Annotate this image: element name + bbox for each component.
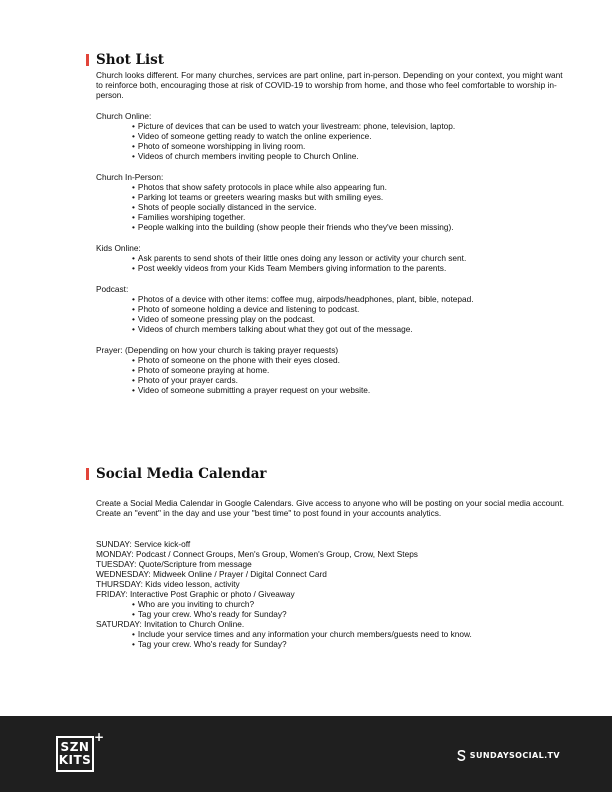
brand-link[interactable]: [457, 750, 560, 761]
list-item: • Tag your crew. Who's ready for Sunday?: [132, 639, 576, 649]
list-item: • Ask parents to send shots of their little ones doing any lesson or activity your church sent.: [132, 253, 576, 263]
list-item: • Tag your crew. Who's ready for Sunday?: [132, 609, 576, 619]
calendar-day-thursday: THURSDAY: Kids video lesson, activity: [96, 579, 240, 589]
group-heading: Church Online:: [96, 111, 152, 121]
list-item: • Picture of devices that can be used to watch your livestream: phone, television, laptop.: [132, 121, 576, 131]
group-prayer: [96, 345, 576, 395]
shot-list-heading: [86, 52, 164, 68]
brand-text: SUNDAYSOCIAL.TV: [469, 751, 560, 760]
calendar-title: Social Media Calendar: [96, 466, 267, 482]
list-item: • Photos of a device with other items: coffee mug, airpods/headphones, plant, bible, notepad.: [132, 294, 576, 304]
shot-list-title: Shot List: [96, 52, 164, 68]
heading-accent-bar: [86, 54, 89, 66]
group-church-online: [96, 111, 576, 161]
list-item: • Who are you inviting to church?: [132, 599, 576, 609]
list-item: • Videos of church members inviting people to Church Online.: [132, 151, 576, 161]
calendar-heading: [86, 466, 267, 482]
shot-list-intro: Church looks different. For many churches, services are part online, part in-person. Depending on your context, you might want to reinforce both, encouraging those at risk of COVID-19 to worship from home, and those who feel comfortable to worship in-person.: [96, 70, 563, 100]
group-heading: Kids Online:: [96, 243, 141, 253]
group-podcast: [96, 284, 576, 334]
list-item: • Photo of someone holding a device and listening to podcast.: [132, 304, 576, 314]
list-item: • Post weekly videos from your Kids Team Members giving information to the parents.: [132, 263, 576, 273]
list-item: • Videos of church members talking about what they got out of the message.: [132, 324, 576, 334]
calendar-day-tuesday: TUESDAY: Quote/Scripture from message: [96, 559, 252, 569]
list-item: • Photos that show safety protocols in place while also appearing fun.: [132, 182, 576, 192]
logo-line-1: SZN: [60, 740, 90, 754]
sunday-social-icon: [457, 750, 466, 761]
list-item: • Video of someone getting ready to watch the online experience.: [132, 131, 576, 141]
calendar-day-friday: FRIDAY: Interactive Post Graphic or photo / Giveaway: [96, 589, 295, 599]
list-item: • Video of someone pressing play on the podcast.: [132, 314, 576, 324]
group-heading: Podcast:: [96, 284, 129, 294]
group-church-in-person: [96, 172, 576, 232]
szn-kits-logo: [56, 730, 105, 772]
logo-box: [56, 736, 94, 772]
list-item: • Photo of someone worshipping in living room.: [132, 141, 576, 151]
list-item: • Shots of people socially distanced in the service.: [132, 202, 576, 212]
logo-plus-icon: +: [94, 730, 105, 744]
calendar-day-monday: MONDAY: Podcast / Connect Groups, Men's Group, Women's Group, Crow, Next Steps: [96, 549, 418, 559]
calendar-day-wednesday: WEDNESDAY: Midweek Online / Prayer / Digital Connect Card: [96, 569, 327, 579]
calendar-day-sunday: SUNDAY: Service kick-off: [96, 539, 191, 549]
calendar-intro: Create a Social Media Calendar in Google Calendars. Give access to anyone who will be posting on your social media account. Create an "event" in the day and use your "best time" to post found in your accounts analytics.: [96, 498, 565, 518]
list-item: • Photo of someone praying at home.: [132, 365, 576, 375]
footer: [0, 716, 612, 792]
list-item: • Video of someone submitting a prayer request on your website.: [132, 385, 576, 395]
logo-line-2: KITS: [58, 753, 92, 767]
group-heading: Prayer: (Depending on how your church is taking prayer requests): [96, 345, 339, 355]
calendar-day-saturday: SATURDAY: Invitation to Church Online.: [96, 619, 245, 629]
list-item: • Photo of someone on the phone with their eyes closed.: [132, 355, 576, 365]
calendar-schedule: [96, 539, 576, 649]
heading-accent-bar: [86, 468, 89, 480]
list-item: • Parking lot teams or greeters wearing masks but with smiling eyes.: [132, 192, 576, 202]
list-item: • Include your service times and any information your church members/guests need to know.: [132, 629, 576, 639]
list-item: • Photo of your prayer cards.: [132, 375, 576, 385]
group-kids-online: [96, 243, 576, 273]
list-item: • People walking into the building (show people their friends who they've been missing).: [132, 222, 576, 232]
list-item: • Families worshiping together.: [132, 212, 576, 222]
group-heading: Church In-Person:: [96, 172, 164, 182]
